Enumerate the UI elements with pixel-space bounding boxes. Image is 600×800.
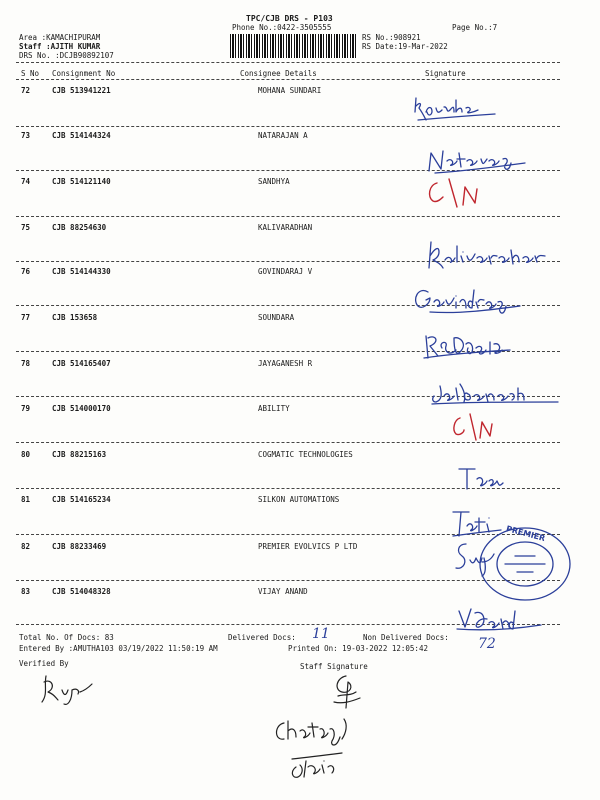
table-row: [0, 86, 600, 130]
row-consignment-no: CJB 514121140: [52, 177, 111, 186]
row-consignee: COGMATIC TECHNOLOGIES: [258, 450, 353, 459]
signature-row-72: [410, 94, 500, 126]
row-consignee: JAYAGANESH R: [258, 359, 313, 368]
row-consignment-no: CJB 514000170: [52, 404, 111, 413]
row-consignment-no: CJB 88254630: [52, 223, 107, 232]
rs-number: RS No.:908921: [362, 33, 421, 42]
row-sno: 72: [21, 86, 31, 95]
signature-row-80: [455, 465, 505, 495]
row-sno: 73: [21, 131, 31, 140]
row-consignment-no: CJB 513941221: [52, 86, 111, 95]
row-sno: 80: [21, 450, 31, 459]
company-stamp: [475, 524, 575, 604]
row-consignee: VIJAY ANAND: [258, 587, 308, 596]
column-consignment: Consignment No: [52, 69, 116, 78]
row-sno: 76: [21, 267, 31, 276]
signature-row-73: [425, 145, 530, 175]
column-consignee: Consignee Details: [240, 69, 317, 78]
column-sno: S No: [21, 69, 40, 78]
staff-label: Staff :AJITH KUMAR: [19, 42, 101, 51]
staff-signature-mark: [326, 672, 366, 712]
row-consignment-no: CJB 514165407: [52, 359, 111, 368]
row-divider: [16, 126, 560, 127]
signature-row-77: [420, 330, 515, 362]
signature-row-83: [455, 605, 545, 635]
row-consignee: SILKON AUTOMATIONS: [258, 495, 340, 504]
header-divider: [16, 62, 560, 63]
row-consignee: NATARAJAN A: [258, 131, 308, 140]
page-number: Page No.:7: [452, 23, 498, 32]
drs-number: DRS No. :DCJB90892107: [19, 51, 114, 60]
row-sno: 77: [21, 313, 31, 322]
non-delivered-docs-label: Non Delivered Docs:: [363, 633, 449, 642]
row-sno: 75: [21, 223, 31, 232]
column-divider: [16, 79, 560, 80]
row-consignment-no: CJB 153658: [52, 313, 98, 322]
delivered-docs-handwritten: 11: [312, 626, 330, 642]
row-sno: 79: [21, 404, 31, 413]
table-row: [0, 177, 600, 221]
document-title: TPC/CJB DRS - P103: [246, 14, 333, 23]
row-consignment-no: CJB 514048328: [52, 587, 111, 596]
printed-on: Printed On: 19-03-2022 12:05:42: [288, 644, 428, 653]
row-consignee: PREMIER EVOLVICS P LTD: [258, 542, 358, 551]
entered-by: Entered By :AMUTHA103 03/19/2022 11:50:19 AM: [19, 644, 218, 653]
row-consignment-no: CJB 88233469: [52, 542, 107, 551]
barcode: [230, 34, 358, 58]
row-consignment-no: CJB 514165234: [52, 495, 111, 504]
row-consignee: ABILITY: [258, 404, 290, 413]
row-consignee: KALIVARADHAN: [258, 223, 313, 232]
row-consignment-no: CJB 88215163: [52, 450, 107, 459]
row-sno: 81: [21, 495, 31, 504]
area-label: Area :KAMACHIPURAM: [19, 33, 101, 42]
row-consignee: SOUNDARA: [258, 313, 295, 322]
row-sno: 74: [21, 177, 31, 186]
row-sno: 83: [21, 587, 31, 596]
rs-date: RS Date:19-Mar-2022: [362, 42, 448, 51]
row-consignment-no: CJB 514144330: [52, 267, 111, 276]
row-sno: 82: [21, 542, 31, 551]
signature-row-76: [410, 282, 525, 322]
signature-row-75: [425, 238, 550, 273]
verified-by-signature: [38, 672, 98, 707]
column-signature: Signature: [425, 69, 466, 78]
verified-by-label: Verified By: [19, 659, 69, 668]
row-sno: 78: [21, 359, 31, 368]
phone-number: Phone No.:0422-3505555: [232, 23, 332, 32]
staff-signature-label: Staff Signature: [300, 662, 368, 671]
row-divider: [16, 442, 560, 443]
signature-row-78: [430, 380, 560, 408]
row-divider: [16, 216, 560, 217]
row-consignment-no: CJB 514144324: [52, 131, 111, 140]
staff-handwritten-note: [270, 715, 360, 785]
cn-mark-row-79: [450, 412, 500, 442]
row-consignee: GOVINDARAJ V: [258, 267, 313, 276]
row-consignee: SANDHYA: [258, 177, 290, 186]
cn-mark-row-74: [425, 175, 485, 210]
stamp-text: PREMIER: [505, 524, 547, 544]
total-docs: Total No. Of Docs: 83: [19, 633, 114, 642]
delivered-docs-label: Delivered Docs:: [228, 633, 296, 642]
row-consignee: MOHANA SUNDARI: [258, 86, 322, 95]
non-delivered-docs-handwritten: 72: [478, 636, 496, 652]
